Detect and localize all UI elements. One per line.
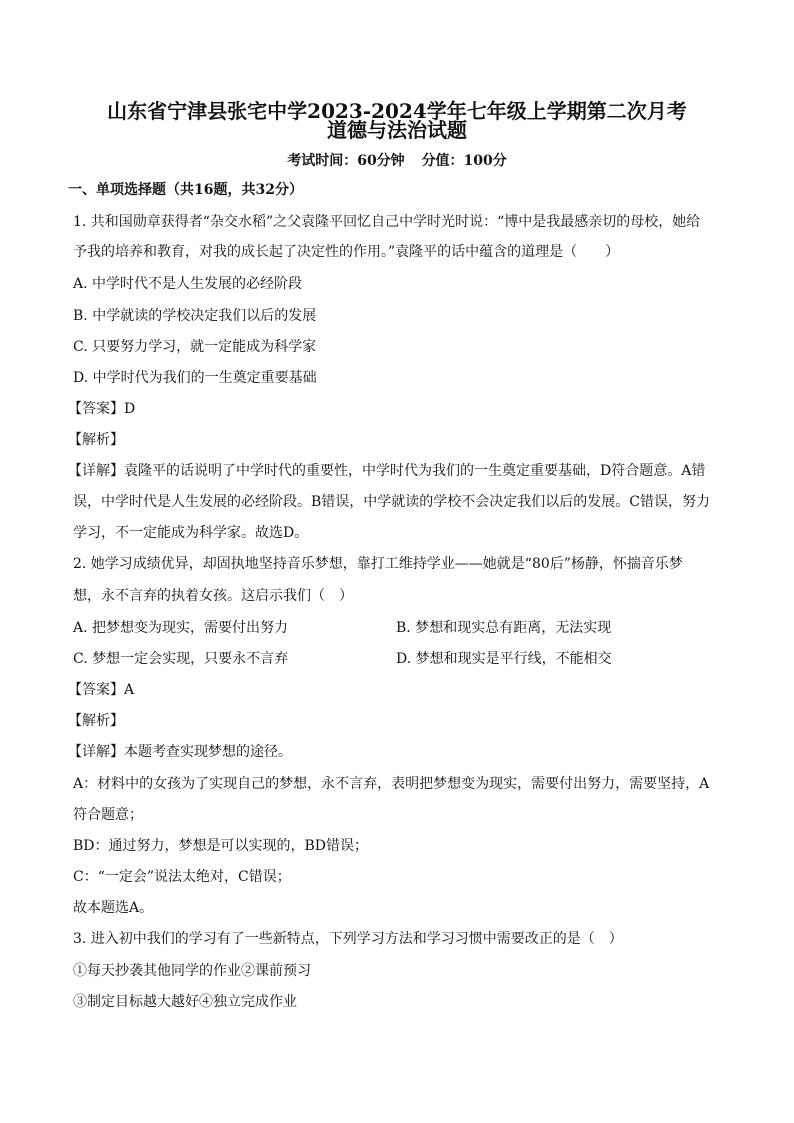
q2-answer: 【答案】A (68, 682, 135, 698)
q2-conclusion: 故本题选A。 (73, 900, 154, 916)
q2-note-a-line2: 符合题意； (73, 807, 143, 823)
q1-option-a: A. 中学时代不是人生发展的必经阶段 (73, 276, 303, 292)
q1-detail-line3: 学习，不一定能成为科学家。故选D。 (73, 525, 309, 541)
q3-line2: ③制定目标越大越好④独立完成作业 (73, 994, 297, 1010)
q2-stem-line2: 想，永不言弃的执着女孩。这启示我们（ ） (73, 588, 353, 604)
document-title-line1: 山东省宁津县张宅中学2023-2024学年七年级上学期第二次月考 (107, 99, 687, 123)
q2-note-c: C：“一定会”说法太绝对，C错误； (73, 869, 291, 885)
q2-note-a-line1: A：材料中的女孩为了实现自己的梦想，永不言弃，表明把梦想变为现实，需要付出努力，需要坚持，A (73, 776, 710, 792)
q1-detail-line2: 误，中学时代是人生发展的必经阶段。B错误，中学就读的学校不会决定我们以后的发展。C错误，努力 (73, 494, 710, 510)
section-heading: 一、单项选择题（共16题，共32分） (68, 182, 303, 198)
q2-option-b: B. 梦想和现实总有距离，无法实现 (396, 620, 612, 636)
q2-note-bd: BD：通过努力，梦想是可以实现的，BD错误； (73, 838, 369, 854)
q1-stem-line2: 予我的培养和教育，对我的成长起了决定性的作用。”袁隆平的话中蕴含的道理是（ ） (73, 244, 620, 260)
q1-answer: 【答案】D (68, 401, 136, 417)
q2-option-c: C. 梦想一定会实现，只要永不言弃 (73, 651, 289, 667)
q2-option-a: A. 把梦想变为现实，需要付出努力 (73, 620, 289, 636)
q1-stem-line1: 1. 共和国勋章获得者“杂交水稻”之父袁隆平回忆自己中学时光时说：“博中是我最感亲切的母校，她给 (73, 214, 701, 230)
q1-option-b: B. 中学就读的学校决定我们以后的发展 (73, 308, 317, 324)
q1-detail-line1: 【详解】袁隆平的话说明了中学时代的重要性，中学时代为我们的一生奠定重要基础，D符合题意。A错 (68, 463, 706, 479)
q2-analysis: 【解析】 (68, 713, 124, 729)
q3-line1: ①每天抄袭其他同学的作业②课前预习 (73, 963, 311, 979)
q2-detail: 【详解】本题考查实现梦想的途径。 (68, 744, 292, 760)
q1-option-d: D. 中学时代为我们的一生奠定重要基础 (73, 370, 317, 386)
q1-option-c: C. 只要努力学习，就一定能成为科学家 (73, 339, 317, 355)
q1-analysis: 【解析】 (68, 432, 124, 448)
q2-stem-line1: 2. 她学习成绩优异，却固执地坚持音乐梦想，靠打工维持学业——她就是“80后”杨静，怀揣音乐梦 (73, 556, 683, 572)
document-title-line2: 道德与法治试题 (327, 118, 467, 142)
q3-stem: 3. 进入初中我们的学习有了一些新特点，下列学习方法和学习习惯中需要改正的是（ ） (73, 931, 623, 947)
q2-option-d: D. 梦想和现实是平行线，不能相交 (396, 651, 612, 667)
exam-score: 分值：100分 (421, 153, 507, 169)
exam-meta (0, 150, 794, 170)
exam-time: 考试时间：60分钟 (287, 153, 405, 169)
